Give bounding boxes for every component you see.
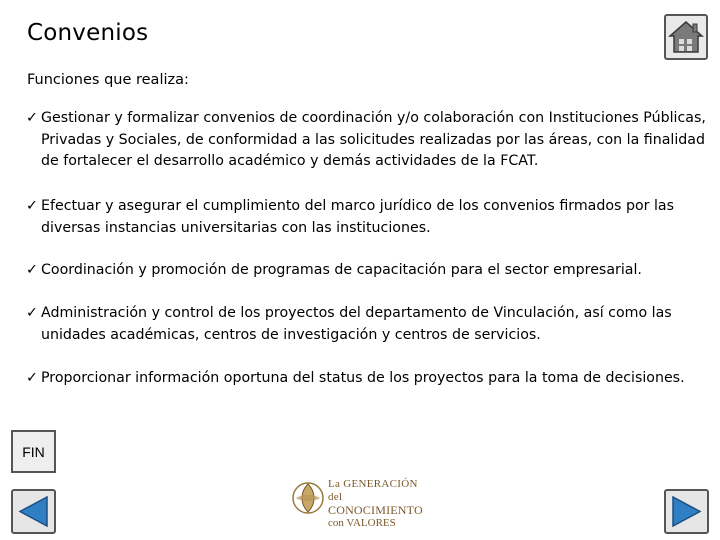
logo-emblem-icon xyxy=(290,478,326,518)
previous-button[interactable] xyxy=(11,489,56,534)
list-item-text: Gestionar y formalizar convenios de coordinación y/o colaboración con Instituciones Públicas, Privadas y Sociales, de conformidad a las solicitudes realizadas por las áreas, con la finalidad de fortalecer el desarrollo académico y demás actividades de la FCAT. xyxy=(41,110,706,169)
list-item xyxy=(26,368,713,390)
list-item xyxy=(26,260,713,282)
check-icon: ✓ xyxy=(26,370,38,386)
institution-logo xyxy=(290,478,430,529)
logo-text-line2: CONOCIMIENTO xyxy=(328,503,423,517)
list-item-text: Proporcionar información oportuna del status de los proyectos para la toma de decisiones. xyxy=(41,370,685,386)
list-item xyxy=(26,303,713,346)
list-item xyxy=(26,196,713,239)
section-subtitle: Funciones que realiza: xyxy=(27,72,189,88)
list-item xyxy=(26,108,713,173)
home-icon xyxy=(666,16,706,58)
next-button[interactable] xyxy=(664,489,709,534)
logo-text-line3: con VALORES xyxy=(328,517,396,529)
triangle-left-icon xyxy=(13,491,54,532)
check-icon: ✓ xyxy=(26,198,38,214)
check-icon: ✓ xyxy=(26,110,38,126)
list-item-text: Administración y control de los proyectos del departamento de Vinculación, así como las unidades académicas, centros de investigación y centros de servicios. xyxy=(41,305,672,343)
home-button[interactable] xyxy=(664,14,708,60)
list-item-text: Coordinación y promoción de programas de capacitación para el sector empresarial. xyxy=(41,262,642,278)
check-icon: ✓ xyxy=(26,262,38,278)
page-title: Convenios xyxy=(27,20,149,46)
list-item-text: Efectuar y asegurar el cumplimiento del marco jurídico de los convenios firmados por las diversas instancias universitarias con las instituciones. xyxy=(41,198,674,236)
fin-button[interactable]: FIN xyxy=(11,430,56,473)
check-icon: ✓ xyxy=(26,305,38,321)
triangle-right-icon xyxy=(666,491,707,532)
logo-text-line1: La GENERACIÓN del xyxy=(328,478,418,503)
